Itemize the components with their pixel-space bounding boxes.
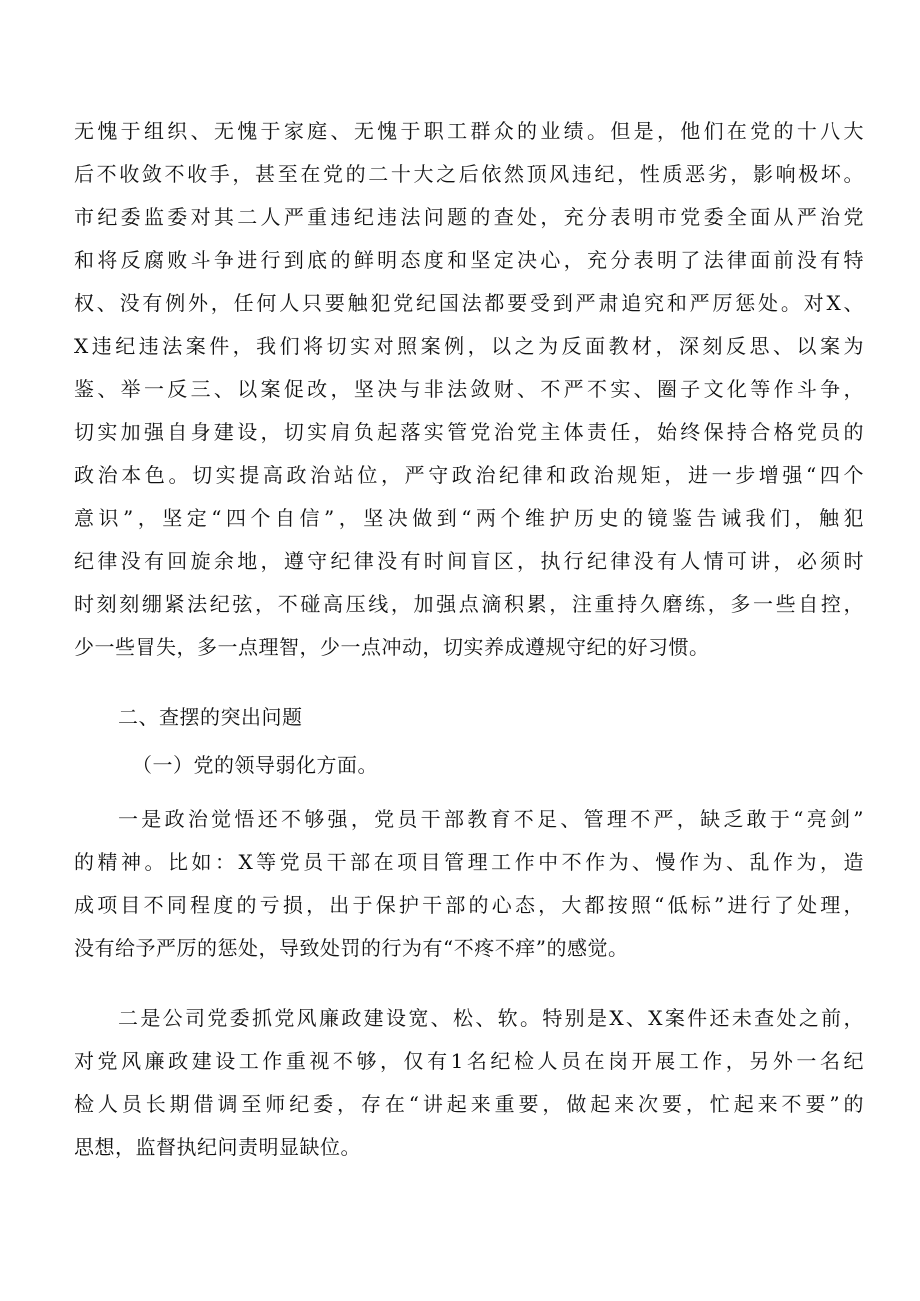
paragraph-line: 一是政治觉悟还不够强，党员干部教育不足、管理不严，缺乏敢于“亮剑” [118, 807, 864, 831]
paragraph-line: X违纪违法案件，我们将切实对照案例，以之为反面教材，深刻反思、以案为 [74, 334, 864, 358]
paragraph-line: 市纪委监委对其二人严重违纪违法问题的查处，充分表明市党委全面从严治党 [74, 205, 864, 229]
paragraph-line: 思想，监督执纪问责明显缺位。 [74, 1135, 361, 1159]
paragraph-line: 纪律没有回旋余地，遵守纪律没有时间盲区，执行纪律没有人情可讲，必须时 [74, 549, 864, 573]
paragraph-line: 二是公司党委抓党风廉政建设宽、松、软。特别是X、X案件还未查处之前， [118, 1006, 864, 1030]
paragraph-line: 鉴、举一反三、以案促改，坚决与非法敛财、不严不实、圈子文化等作斗争， [74, 377, 864, 401]
paragraph-line: 权、没有例外，任何人只要触犯党纪国法都要受到严肃追究和严厉惩处。对X、 [74, 291, 864, 315]
paragraph-line: 政治本色。切实提高政治站位，严守政治纪律和政治规矩，进一步增强“四个 [74, 463, 864, 487]
paragraph-line: 切实加强自身建设，切实肩负起落实管党治党主体责任，始终保持合格党员的 [74, 420, 864, 444]
paragraph-line: 后不收敛不收手，甚至在党的二十大之后依然顶风违纪，性质恶劣，影响极坏。 [74, 162, 864, 186]
section-heading: 二、查摆的突出问题 [118, 705, 303, 729]
paragraph-line: 没有给予严厉的惩处，导致处罚的行为有“不疼不痒”的感觉。 [74, 936, 629, 960]
paragraph-line: 意识”，坚定“四个自信”，坚决做到“两个维护历史的镜鉴告诫我们，触犯 [74, 506, 864, 530]
paragraph-line: 成项目不同程度的亏损，出于保护干部的心态，大都按照“低标”进行了处理， [74, 893, 864, 917]
subsection-heading: （一）党的领导弱化方面。 [132, 753, 378, 777]
paragraph-line: 检人员长期借调至师纪委，存在“讲起来重要，做起来次要，忙起来不要”的 [74, 1092, 864, 1116]
paragraph-line: 和将反腐败斗争进行到底的鲜明态度和坚定决心，充分表明了法律面前没有特 [74, 248, 864, 272]
paragraph-line: 时刻刻绷紧法纪弦，不碰高压线，加强点滴积累，注重持久磨练，多一些自控， [74, 592, 864, 616]
paragraph-line: 无愧于组织、无愧于家庭、无愧于职工群众的业绩。但是，他们在党的十八大 [74, 119, 864, 143]
paragraph-line: 少一些冒失，多一点理智，少一点冲动，切实养成遵规守纪的好习惯。 [74, 635, 710, 659]
paragraph-line: 的精神。比如：X等党员干部在项目管理工作中不作为、慢作为、乱作为，造 [74, 850, 864, 874]
paragraph-line: 对党风廉政建设工作重视不够，仅有1名纪检人员在岗开展工作，另外一名纪 [74, 1049, 864, 1073]
